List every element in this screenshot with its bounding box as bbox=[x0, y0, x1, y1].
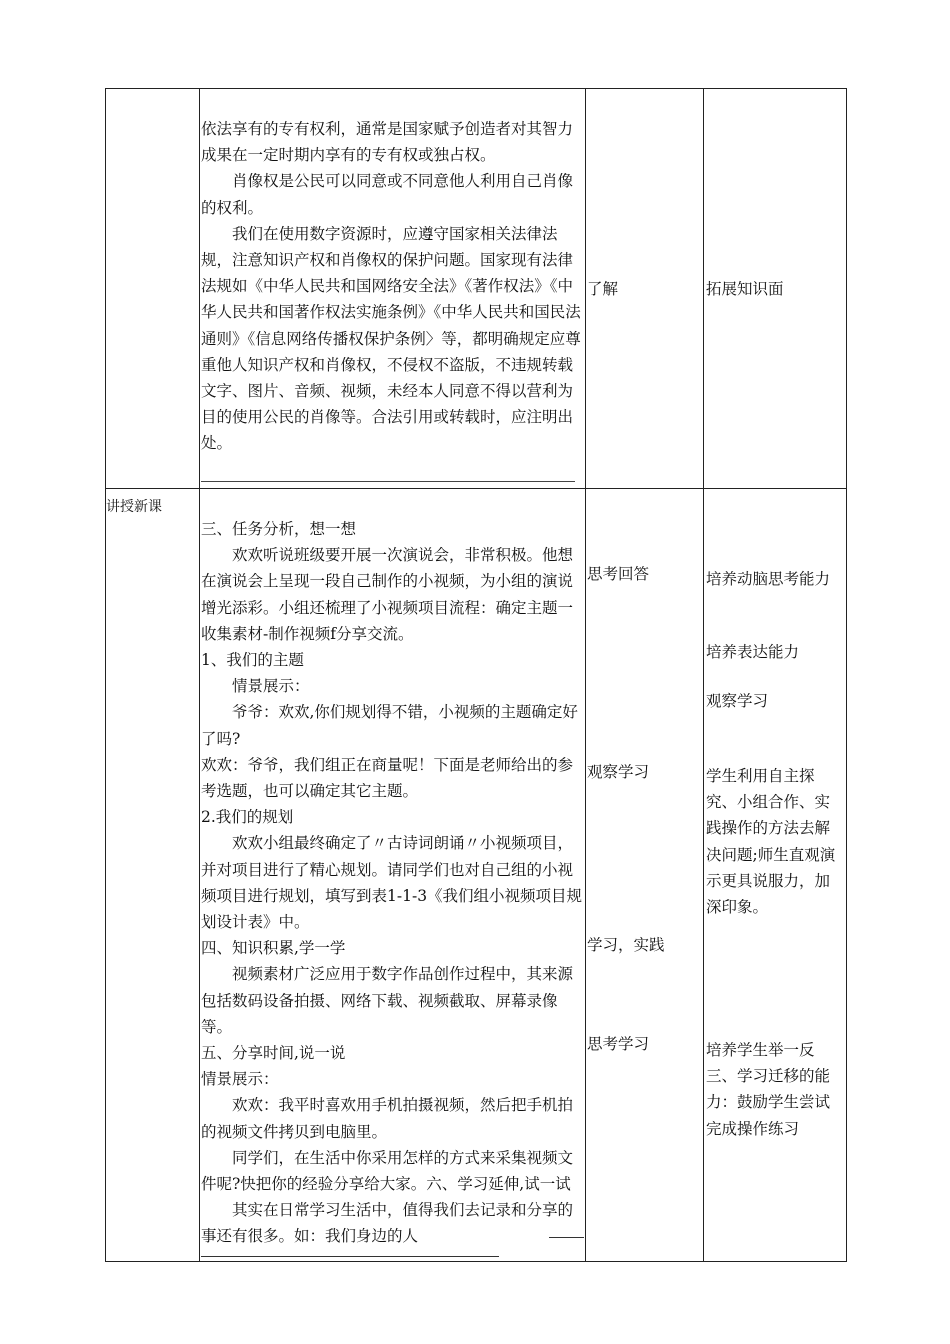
design-intent-text: 拓展知识面 bbox=[706, 280, 784, 298]
row2-design-intent-1 bbox=[706, 566, 844, 592]
content-paragraph: 欢欢：我平时喜欢用手机拍摄视频，然后把手机拍的视频文件拷贝到电脑里。 bbox=[201, 1096, 574, 1141]
content-underline bbox=[201, 1256, 499, 1257]
content-paragraph: 视频素材广泛应用于数字作品创作过程中，其来源包括数码设备拍摄、网络下载、视频截取、屏幕录像等。 bbox=[201, 965, 574, 1036]
content-paragraph: 情景展示： bbox=[232, 677, 310, 696]
content-heading: 1、我们的主题 bbox=[201, 651, 304, 670]
row2-student-activity-3 bbox=[587, 932, 701, 958]
content-underline bbox=[201, 481, 575, 482]
content-paragraph: 依法享有的专有权利，通常是国家赋予创造者对其智力成果在一定时期内享有的专有权或独占权。 bbox=[201, 120, 574, 165]
column-divider-2 bbox=[585, 88, 586, 1262]
content-paragraph: 欢欢小组最终确定了〃古诗词朗诵〃小视频项目，并对项目进行了精心规划。请同学们也对自己组的小视频项目进行规划，填写到表1-1-3《我们组小视频项目规划设计表》中。 bbox=[201, 834, 583, 932]
content-paragraph: 其实在日常学习生活中，值得我们去记录和分享的事还有很多。如：我们身边的人 bbox=[201, 1201, 574, 1246]
student-activity-text: 了解 bbox=[587, 280, 619, 298]
column-divider-1 bbox=[199, 88, 200, 1262]
student-activity-text: 思考学习 bbox=[587, 1035, 650, 1053]
design-intent-text: 培养学生举一反三、学习迁移的能力：鼓励学生尝试完成操作练习 bbox=[706, 1041, 831, 1138]
table-bottom-border bbox=[105, 1261, 847, 1262]
row2-section-cell bbox=[106, 495, 198, 519]
row2-student-activity-1 bbox=[587, 561, 701, 587]
content-heading: 三、任务分析，想一想 bbox=[201, 520, 357, 538]
row1-content-cell bbox=[201, 116, 583, 457]
content-paragraph: 我们在使用数字资源时，应遵守国家相关法律法规，注意知识产权和肖像权的保护问题。国家现有法律法规如《中华人民共和国网络安全法》《著作权法》《中华人民共和国著作权法实施条例》《中华人民共和国民法通则》《信息网络传播权保护条例〉等，都明确规定应尊重他人知识产权和肖像权，不侵权不盗版，不违规转载文字、图片、音频、视频，未经本人同意不得以营利为目的使用公民的肖像等。合法引用或转载时，应注明出处。 bbox=[201, 224, 581, 453]
column-divider-3 bbox=[703, 88, 704, 1262]
design-intent-text: 培养表达能力 bbox=[706, 643, 800, 661]
section-label: 讲授新课 bbox=[106, 499, 162, 515]
row2-content-cell bbox=[201, 516, 583, 1250]
content-paragraph: 爷爷：欢欢,你们规划得不错，小视频的主题确定好了吗? bbox=[201, 703, 578, 748]
content-heading: 五、分享时间,说一说 bbox=[201, 1044, 346, 1063]
content-paragraph: 肖像权是公民可以同意或不同意他人利用自己肖像的权利。 bbox=[201, 172, 574, 217]
content-heading: 四、知识积累,学一学 bbox=[201, 939, 346, 958]
student-activity-text: 学习，实践 bbox=[587, 936, 665, 954]
design-intent-text: 观察学习 bbox=[706, 692, 769, 710]
table-right-border bbox=[846, 88, 847, 1262]
table-top-border bbox=[105, 88, 847, 89]
table-left-border bbox=[105, 88, 106, 1262]
design-intent-text: 培养动脑思考能力 bbox=[706, 570, 831, 588]
student-activity-text: 观察学习 bbox=[587, 763, 650, 781]
content-paragraph: 情景展示： bbox=[201, 1070, 279, 1089]
row2-student-activity-2 bbox=[587, 759, 701, 785]
content-underline bbox=[549, 1237, 584, 1238]
student-activity-text: 思考回答 bbox=[587, 565, 650, 583]
row-divider bbox=[105, 488, 847, 489]
row1-design-intent-cell bbox=[706, 276, 844, 302]
row2-design-intent-3 bbox=[706, 688, 844, 714]
row2-student-activity-4 bbox=[587, 1031, 701, 1057]
content-heading: 2.我们的规划 bbox=[201, 808, 294, 827]
row2-design-intent-5 bbox=[706, 1037, 844, 1142]
design-intent-text: 学生利用自主探究、小组合作、实践操作的方法去解决问题;师生直观演示更具说服力，加深印象。 bbox=[706, 767, 836, 917]
content-paragraph: 同学们，在生活中你采用怎样的方式来采集视频文件呢?快把你的经验分享给大家。六、学习延伸,试一试 bbox=[201, 1148, 574, 1194]
row1-student-activity-cell bbox=[587, 276, 701, 302]
row2-design-intent-2 bbox=[706, 639, 844, 665]
row2-design-intent-4 bbox=[706, 763, 844, 920]
content-paragraph: 欢欢听说班级要开展一次演说会，非常积极。他想在演说会上呈现一段自己制作的小视频，为小组的演说增光添彩。小组还梳理了小视频项目流程：确定主题一收集素材-制作视频f分享交流。 bbox=[201, 546, 574, 643]
content-paragraph: 欢欢：爷爷，我们组正在商量呢！下面是老师给出的参考选题，也可以确定其它主题。 bbox=[201, 755, 574, 801]
